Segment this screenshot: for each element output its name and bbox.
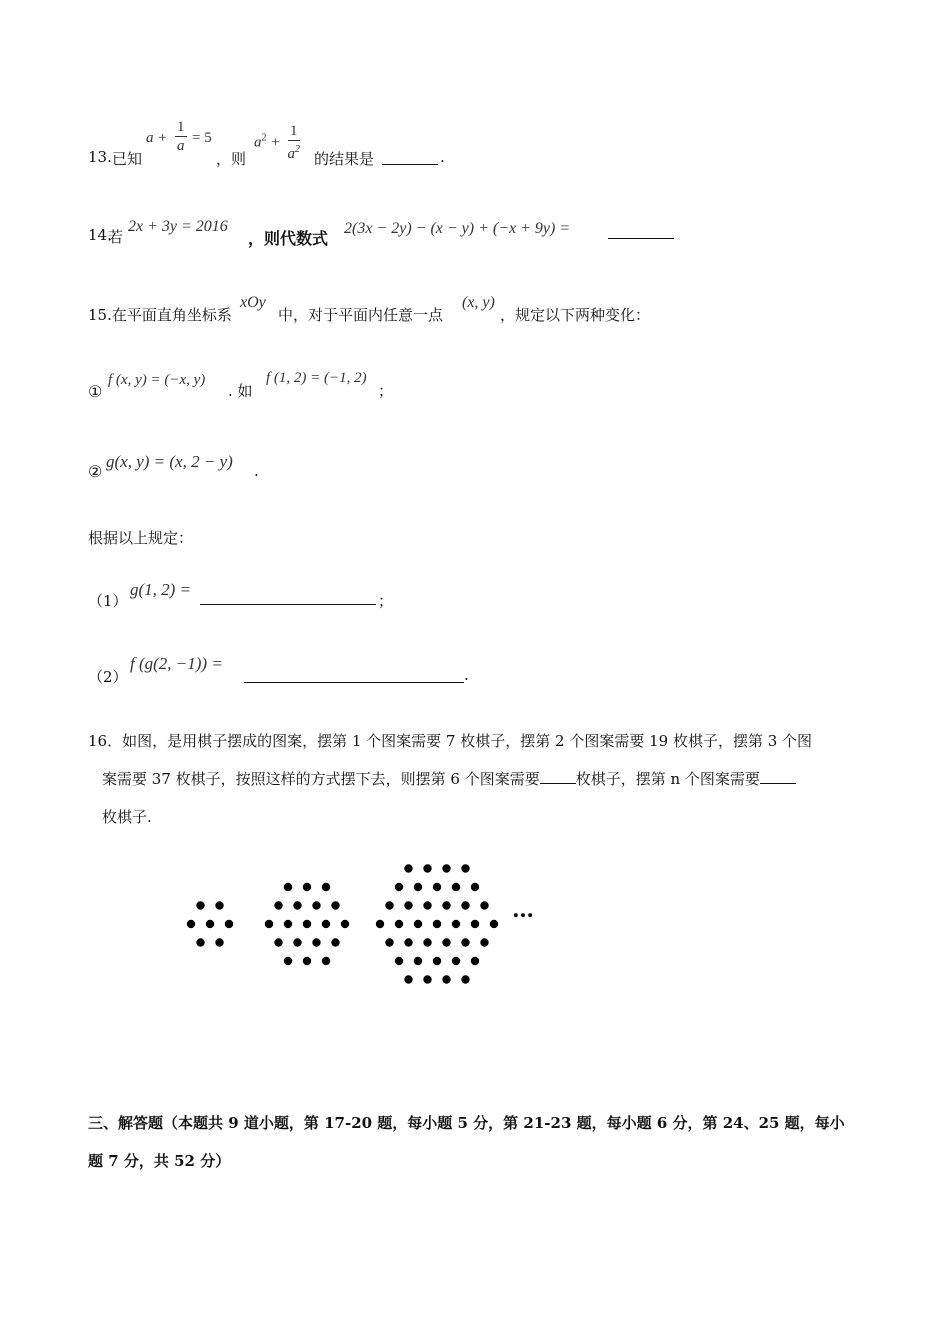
q16-blank-nth[interactable] xyxy=(760,768,796,784)
chess-piece xyxy=(274,901,282,909)
q15-basis: 根据以上规定： xyxy=(88,529,194,547)
q16-line-2-part-b: 枚棋子，摆第 n 个图案需要 xyxy=(575,770,760,788)
chess-piece xyxy=(414,957,422,965)
rule-2-end: . xyxy=(254,462,259,480)
q14-answer-blank[interactable] xyxy=(608,220,674,239)
chess-piece xyxy=(461,901,469,909)
q14-number: 14. xyxy=(88,226,112,244)
chess-piece xyxy=(322,957,330,965)
q13-end: . xyxy=(440,148,445,166)
chess-piece xyxy=(471,920,479,928)
chess-piece xyxy=(284,883,292,891)
rule-1-formula: f (x, y) = (−x, y) xyxy=(108,372,206,388)
pattern-1 xyxy=(187,901,233,946)
chess-piece xyxy=(442,864,450,872)
chess-piece xyxy=(404,864,412,872)
q14-prefix: 若 xyxy=(108,228,124,246)
chess-piece xyxy=(461,975,469,983)
q13-frac2-den-sup: 2 xyxy=(295,144,301,155)
chess-piece xyxy=(312,901,320,909)
chess-piece xyxy=(303,957,311,965)
q13-sup: 2 xyxy=(261,132,267,144)
chess-piece xyxy=(284,920,292,928)
q13-equation-right: = 5 xyxy=(192,130,212,146)
q13-expression xyxy=(254,122,303,163)
q14-then-expression: ，则代数式 xyxy=(248,229,329,248)
q13-result-text: 的结果是 xyxy=(314,150,375,168)
chess-piece xyxy=(341,920,349,928)
chess-piece xyxy=(452,883,460,891)
q13-frac2-numerator: 1 xyxy=(288,122,301,141)
chess-piece xyxy=(414,920,422,928)
q15-coordinate-system: xOy xyxy=(240,294,266,311)
q16-line-2 xyxy=(102,768,796,789)
chess-piece xyxy=(215,938,223,946)
chess-piece xyxy=(404,975,412,983)
q13-prefix: 已知 xyxy=(112,150,143,168)
q13-answer-blank[interactable] xyxy=(382,148,438,165)
q14-expression: 2(3x − 2y) − (x − y) + (−x + 9y) = xyxy=(344,220,571,237)
sub-2-end: . xyxy=(464,666,469,684)
chess-piece xyxy=(293,901,301,909)
pattern-3 xyxy=(376,864,498,983)
q13-a: a xyxy=(254,134,262,151)
chess-piece xyxy=(196,901,204,909)
chess-piece xyxy=(376,920,384,928)
rule-1-marker: ① xyxy=(88,382,103,401)
chess-piece xyxy=(433,883,441,891)
q13-then: ，则 xyxy=(216,150,247,168)
q13-fraction-2 xyxy=(288,122,301,163)
chess-piece xyxy=(423,901,431,909)
chess-piece xyxy=(322,883,330,891)
q15-intro-prefix: 15.在平面直角坐标系 xyxy=(88,306,232,324)
q13-frac1-numerator: 1 xyxy=(177,119,185,135)
chess-piece xyxy=(303,920,311,928)
chess-piece xyxy=(433,957,441,965)
chess-piece xyxy=(433,920,441,928)
q16-line-2-part-a: 案需要 37 枚棋子，按照这样的方式摆下去，则摆第 6 个图案需要 xyxy=(102,770,540,788)
chess-piece xyxy=(414,883,422,891)
q16-line-3: 枚棋子. xyxy=(102,808,152,826)
chess-piece xyxy=(442,938,450,946)
chess-piece xyxy=(331,938,339,946)
rule-1-separator: . 如 xyxy=(228,382,253,400)
q15-intro-middle: 中，对于平面内任意一点 xyxy=(278,306,444,324)
chess-piece xyxy=(215,901,223,909)
chess-piece xyxy=(461,864,469,872)
chess-piece xyxy=(312,938,320,946)
pattern-2 xyxy=(265,883,349,965)
chess-piece xyxy=(404,901,412,909)
chess-piece xyxy=(395,957,403,965)
chess-piece xyxy=(461,938,469,946)
sub-2-answer-blank[interactable] xyxy=(244,662,464,683)
sub-1-label: （1） xyxy=(88,592,128,610)
q16-blank-6th[interactable] xyxy=(540,768,576,784)
q13-number: 13. xyxy=(88,148,112,166)
chess-piece xyxy=(452,957,460,965)
chess-piece xyxy=(385,938,393,946)
chess-piece xyxy=(206,920,214,928)
rule-1-example: f (1, 2) = (−1, 2) xyxy=(266,370,367,386)
chess-piece xyxy=(471,957,479,965)
chess-piece xyxy=(284,957,292,965)
chess-piece xyxy=(274,938,282,946)
chess-piece xyxy=(385,901,393,909)
chess-piece xyxy=(423,938,431,946)
chess-piece xyxy=(442,975,450,983)
chess-piece xyxy=(265,920,273,928)
chess-piece xyxy=(293,938,301,946)
rule-2-formula: g(x, y) = (x, 2 − y) xyxy=(106,452,233,471)
q13-frac1-denominator: a xyxy=(177,138,185,154)
section-3-line-1: 三、解答题（本题共 9 道小题，第 17-20 题，每小题 5 分，第 21-23 题，每小题 6 分，第 24、25 题，每小 xyxy=(88,1114,845,1132)
chess-piece xyxy=(187,920,195,928)
sub-1-expression: g(1, 2) = xyxy=(130,580,192,599)
rule-2-marker: ② xyxy=(88,462,103,481)
chess-piece xyxy=(395,883,403,891)
chess-piece xyxy=(225,920,233,928)
chess-piece xyxy=(423,864,431,872)
chess-piece xyxy=(423,975,431,983)
chess-piece xyxy=(331,901,339,909)
chess-piece xyxy=(442,901,450,909)
q15-intro-post: ，规定以下两种变化： xyxy=(500,306,651,324)
q15-point: (x, y) xyxy=(462,294,495,311)
pattern-ellipsis: … xyxy=(512,897,535,923)
chess-piece xyxy=(490,920,498,928)
chess-piece xyxy=(395,920,403,928)
chess-piece xyxy=(404,938,412,946)
chess-piece xyxy=(452,920,460,928)
q13-frac2-denominator xyxy=(288,141,301,163)
q13-plus: + xyxy=(271,134,280,151)
q13-frac2-den-a: a xyxy=(287,146,296,162)
sub-2-label: （2） xyxy=(88,668,128,686)
chess-piece-patterns xyxy=(170,858,550,988)
chess-piece xyxy=(471,883,479,891)
chess-piece xyxy=(322,920,330,928)
chess-piece xyxy=(480,901,488,909)
q16-line-1: 16．如图，是用棋子摆成的图案，摆第 1 个图案需要 7 枚棋子，摆第 2 个图案需要 19 枚棋子，摆第 3 个图 xyxy=(88,732,813,750)
chess-piece xyxy=(196,938,204,946)
chess-piece xyxy=(303,883,311,891)
q14-equation: 2x + 3y = 2016 xyxy=(128,218,228,235)
rule-1-end: ； xyxy=(378,382,394,400)
sub-1-answer-blank[interactable] xyxy=(200,586,376,605)
q13-equation-left: a + xyxy=(146,130,168,146)
chess-piece xyxy=(480,938,488,946)
sub-2-expression: f (g(2, −1)) = xyxy=(130,654,223,673)
sub-1-end: ； xyxy=(378,592,394,610)
q13-fraction-1 xyxy=(175,118,187,155)
section-3-line-2: 题 7 分，共 52 分） xyxy=(88,1152,231,1170)
